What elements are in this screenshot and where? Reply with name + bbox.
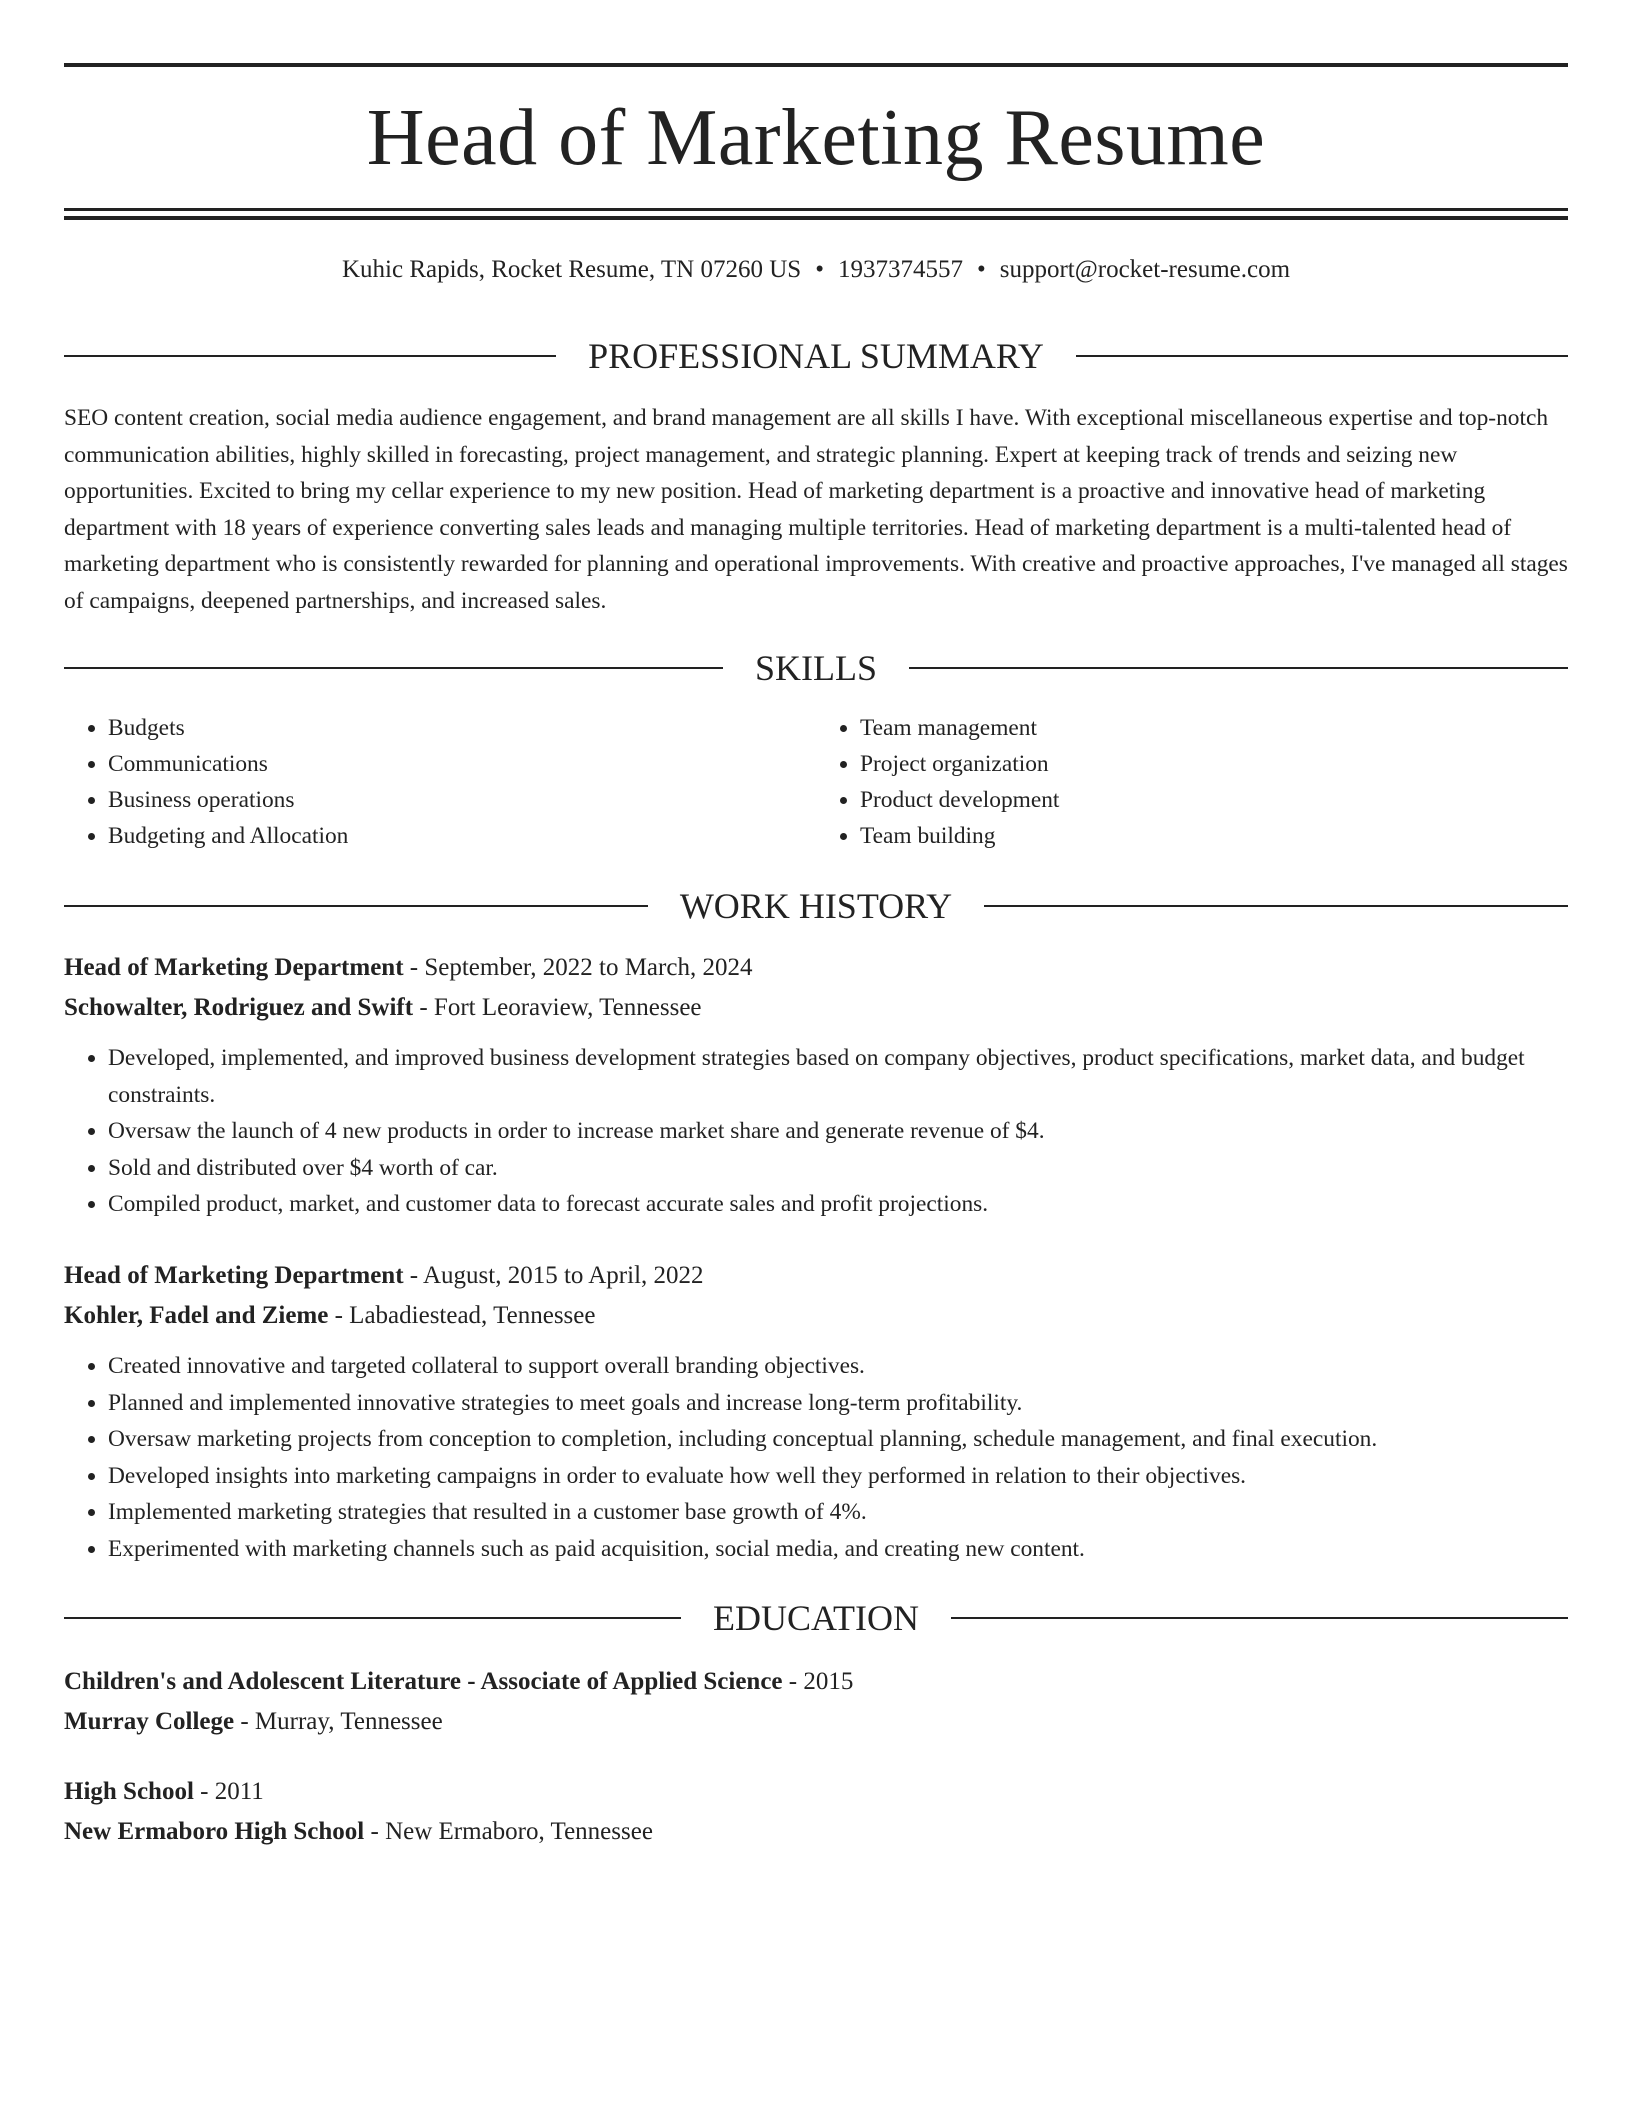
skill-item: • Budgeting and Allocation [108, 818, 816, 854]
heading-rule [951, 1617, 1568, 1619]
contact-separator: • [976, 256, 986, 283]
job-bullet: • Developed insights into marketing campaigns in order to evaluate how well they performed in relation to their objectives. [108, 1458, 1568, 1495]
education-entry [64, 1772, 1568, 1852]
job-company-line [64, 988, 1568, 1028]
skills-column-right [816, 710, 1568, 854]
work-heading-label: WORK HISTORY [679, 886, 953, 926]
education-entry [64, 1662, 1568, 1742]
job-bullet: • Oversaw marketing projects from conception to completion, including conceptual planning, schedule management, and final execution. [108, 1421, 1568, 1458]
contact-phone: 1937374557 [837, 256, 963, 283]
degree-year: - 2015 [782, 1668, 854, 1695]
degree-line [64, 1662, 1568, 1702]
heading-rule [984, 905, 1568, 907]
school-line [64, 1812, 1568, 1852]
heading-rule [1076, 355, 1568, 357]
contact-separator: • [815, 256, 824, 283]
job-bullet: • Planned and implemented innovative strategies to meet goals and increase long-term profitability. [108, 1385, 1568, 1422]
job-bullet: • Developed, implemented, and improved business development strategies based on company objectives, product specifications, market data, and budget constraints. [108, 1040, 1568, 1113]
skill-item: • Project organization [860, 746, 1568, 782]
skill-item: • Business operations [108, 782, 816, 818]
education-heading-label: EDUCATION [713, 1598, 919, 1638]
top-rule [64, 63, 1568, 67]
heading-rule [64, 905, 648, 907]
work-heading [64, 884, 1568, 928]
contact-email: support@rocket-resume.com [999, 256, 1291, 283]
education-heading [64, 1596, 1568, 1640]
school-location: - New Ermaboro, Tennessee [364, 1818, 653, 1845]
job-bullet: • Oversaw the launch of 4 new products in order to increase market share and generate revenue of $4. [108, 1113, 1568, 1150]
job-bullets [64, 1348, 1568, 1567]
job-location: - Fort Leoraview, Tennessee [413, 994, 702, 1021]
contact-address: Kuhic Rapids, Rocket Resume, TN 07260 US [341, 256, 802, 283]
skill-item: • Team management [860, 710, 1568, 746]
job-bullets [64, 1040, 1568, 1223]
skill-item: • Product development [860, 782, 1568, 818]
title-double-rule [64, 208, 1568, 220]
job-entry [64, 1256, 1568, 1567]
skill-item: • Communications [108, 746, 816, 782]
job-bullet: • Created innovative and targeted collateral to support overall branding objectives. [108, 1348, 1568, 1385]
job-bullet: • Compiled product, market, and customer data to forecast accurate sales and profit projections. [108, 1186, 1568, 1223]
job-company-line [64, 1296, 1568, 1336]
job-title: Head of Marketing Department [64, 954, 404, 981]
summary-heading-label: PROFESSIONAL SUMMARY [588, 336, 1044, 376]
heading-rule [909, 667, 1568, 669]
job-company: Schowalter, Rodriguez and Swift [64, 994, 414, 1021]
job-location: - Labadiestead, Tennessee [328, 1302, 596, 1329]
degree-line [64, 1772, 1568, 1812]
skills-heading-label: SKILLS [755, 648, 878, 688]
skill-item: • Team building [860, 818, 1568, 854]
heading-rule [64, 355, 556, 357]
job-title: Head of Marketing Department [64, 1262, 404, 1289]
school-line [64, 1702, 1568, 1742]
summary-text: SEO content creation, social media audience engagement, and brand management are all skills I have. With exceptional miscellaneous expertise and top-notch communication abilities, highly skilled in forecasting, project management, and strategic planning. Expert at keeping track of trends and seizing new opportunities. Excited to bring my cellar experience to my new position. Head of marketing department is a proactive and innovative head of marketing department with 18 years of experience converting sales leads and managing multiple territories. Head of marketing department is a multi-talented head of marketing department who is consistently rewarded for planning and operational improvements. With creative and proactive approaches, I've managed all stages of campaigns, deepened partnerships, and increased sales. [64, 405, 1568, 614]
job-title-line [64, 948, 1568, 988]
job-dates: - September, 2022 to March, 2024 [403, 954, 753, 981]
job-entry [64, 948, 1568, 1223]
job-bullet: • Experimented with marketing channels such as paid acquisition, social media, and creating new content. [108, 1531, 1568, 1568]
job-title-line [64, 1256, 1568, 1296]
summary-heading [64, 334, 1568, 378]
school-location: - Murray, Tennessee [234, 1708, 443, 1735]
contact-line [64, 252, 1568, 288]
job-company: Kohler, Fadel and Zieme [64, 1302, 329, 1329]
job-dates: - August, 2015 to April, 2022 [403, 1262, 704, 1289]
degree-year: - 2011 [193, 1778, 264, 1805]
degree: Children's and Adolescent Literature - Associate of Applied Science [64, 1668, 783, 1695]
heading-rule [64, 667, 723, 669]
skills-heading [64, 646, 1568, 690]
job-bullet: • Sold and distributed over $4 worth of car. [108, 1150, 1568, 1187]
skills-column-left [64, 710, 816, 854]
degree: High School [64, 1778, 194, 1805]
school: New Ermaboro High School [64, 1818, 365, 1845]
skills-list [64, 710, 1568, 854]
skill-item: • Budgets [108, 710, 816, 746]
resume-title: Head of Marketing Resume [366, 94, 1266, 182]
school: Murray College [64, 1708, 235, 1735]
job-bullet: • Implemented marketing strategies that resulted in a customer base growth of 4%. [108, 1494, 1568, 1531]
heading-rule [64, 1617, 681, 1619]
